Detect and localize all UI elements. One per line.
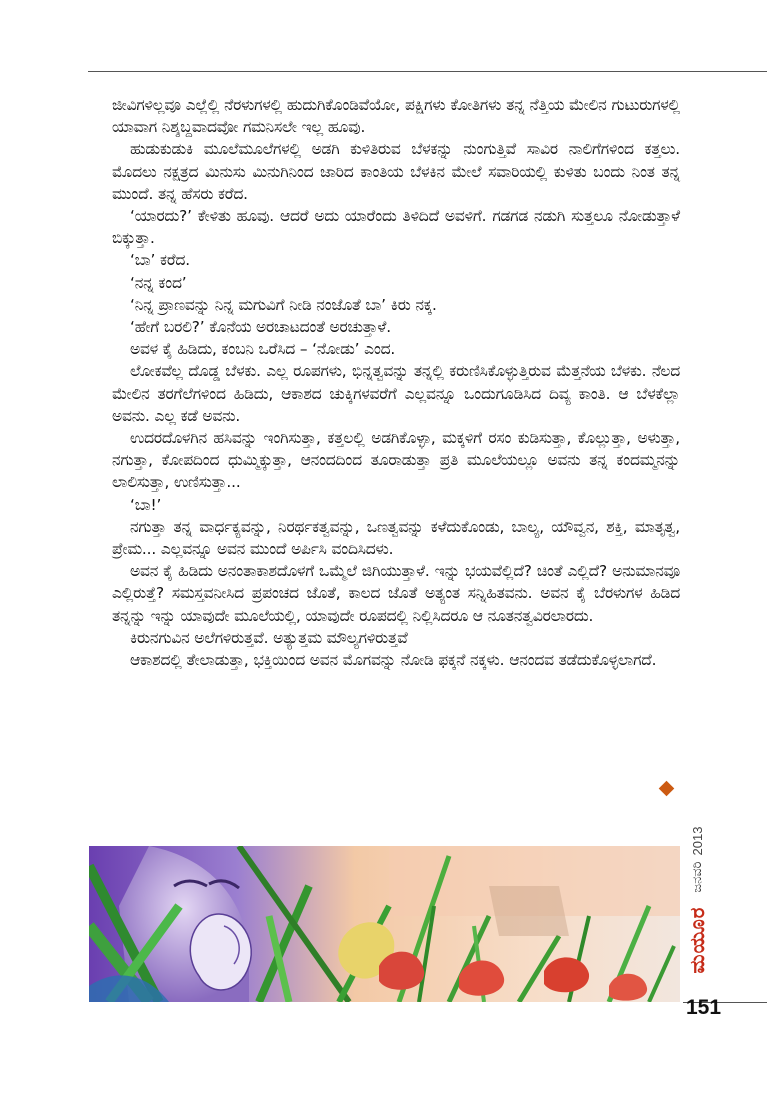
end-mark-icon	[659, 781, 675, 797]
paragraph: ಲೋಕವೆಲ್ಲ ದೊಡ್ಡ ಬೆಳಕು. ಎಲ್ಲ ರೂಪಗಳು, ಭಿನ್ನತ್ವವನ್ನು ತನ್ನಲ್ಲಿ ಕರುಣಿಸಿಕೊಳ್ಳುತ್ತಿರುವ ಮೆತ್ತನೆಯ ಬೆಳಕು. ನೆಲದ ಮೇಲಿನ ತರಗೆಲೆಗಳಿಂದ ಹಿಡಿದು, ಆಕಾಶದ ಚುಕ್ಕಿಗಳವರೆಗೆ ಎಲ್ಲವನ್ನೂ ಒಂದುಗೂಡಿಸಿದ ದಿವ್ಯ ಕಾಂತಿ. ಆ ಬೆಳಕೆಲ್ಲಾ ಅವನು. ಎಲ್ಲ ಕಡೆ ಅವನು.	[112, 362, 680, 425]
paragraph: ಆಕಾಶದಲ್ಲಿ ತೇಲಾಡುತ್ತಾ, ಭಕ್ತಿಯಿಂದ ಅವನ ಮೊಗವನ್ನು ನೋಡಿ ಫಕ್ಕನೆ ನಕ್ಕಳು. ಆನಂದವ ತಡೆದುಕೊಳ್ಳಲಾಗದೆ.	[130, 651, 657, 670]
paragraph: ‘ನನ್ನ ಕಂದ’	[130, 273, 187, 292]
paragraph: ಕಿರುನಗುವಿನ ಅಲೆಗಳಿರುತ್ತವೆ. ಅತ್ಯುತ್ತಮ ಮೌಲ್ಯಗಳಿರುತ್ತವೆ	[130, 628, 408, 647]
issue-sidebar-text	[685, 827, 709, 974]
issue-sidebar	[683, 800, 711, 1000]
paragraph: ಹುಡುಕುಡುಕಿ ಮೂಲೆಮೂಲೆಗಳಲ್ಲಿ ಅಡಗಿ ಕುಳಿತಿರುವ ಬೆಳಕನ್ನು ನುಂಗುತ್ತಿವೆ ಸಾವಿರ ನಾಲಿಗೆಗಳಿಂದ ಕತ್ತಲು. ಮೊದಲು ನಕ್ಷತ್ರದ ಮಿನುಸು ಮಿನುಗಿನಿಂದ ಜಾರಿದ ಕಾಂತಿಯ ಬೆಳಕಿನ ಮೇಲೆ ಸವಾರಿಯಲ್ಲಿ ಕುಳಿತು ಬಂದು ನಿಂತ ತನ್ನ ಮುಂದೆ. ತನ್ನ ಹೆಸರು ಕರೆದ.	[112, 140, 680, 203]
issue-year: 2013	[689, 826, 705, 856]
issue-month: ಜನವರಿ	[689, 861, 705, 893]
magazine-name: ಮಯೂರ	[685, 906, 709, 974]
paragraph: ಉದರದೊಳಗಿನ ಹಸಿವನ್ನು ಇಂಗಿಸುತ್ತಾ, ಕತ್ತಲಲ್ಲಿ ಅಡಗಿಕೊಳ್ಳಾ, ಮಕ್ಕಳಿಗೆ ರಸಂ ಕುಡಿಸುತ್ತಾ, ಕೊಲ್ಲುತ್ತಾ, ಅಳುತ್ತಾ, ನಗುತ್ತಾ, ಕೋಪದಿಂದ ಧುಮ್ಮಿಕ್ಕುತ್ತಾ, ಆನಂದದಿಂದ ತೂರಾಡುತ್ತಾ ಪ್ರತಿ ಮೂಲೆಯಲ್ಲೂ ಅವನು ತನ್ನ ಕಂದಮ್ಮನನ್ನು ಲಾಲಿಸುತ್ತಾ, ಉಣಿಸುತ್ತಾ...	[112, 429, 680, 492]
paragraph: ನಗುತ್ತಾ ತನ್ನ ವಾರ್ಧಕ್ಯವನ್ನು, ನಿರರ್ಥಕತ್ವವನ್ನು, ಒಣತ್ವವನ್ನು ಕಳೆದುಕೊಂಡು, ಬಾಲ್ಯ, ಯೌವ್ವನ, ಶಕ್ತಿ, ಮಾತೃತ್ವ, ಪ್ರೇಮ... ಎಲ್ಲವನ್ನೂ ಅವನ ಮುಂದೆ ಅರ್ಪಿಸಿ ವಂದಿಸಿದಳು.	[112, 517, 680, 559]
paragraph: ‘ಯಾರದು?’ ಕೇಳಿತು ಹೂವು. ಆದರೆ ಅದು ಯಾರೆಂದು ತಿಳಿದಿದೆ ಅವಳಿಗೆ. ಗಡಗಡ ನಡುಗಿ ಸುತ್ತಲೂ ನೋಡುತ್ತಾಳೆ ಬಿಕ್ಕುತ್ತಾ.	[112, 207, 680, 248]
paragraph: ‘ಬಾ!’	[130, 495, 162, 514]
page-number: 151	[686, 996, 722, 1019]
paragraph: ‘ಹೇಗೆ ಬರಲಿ?’ ಕೊನೆಯ ಅರಚಾಟದಂತೆ ಅರಚುತ್ತಾಳೆ.	[130, 318, 392, 337]
paragraph: ‘ನಿನ್ನ ಪ್ರಾಣವನ್ನು ನಿನ್ನ ಮಗುವಿಗೆ ನೀಡಿ ನಂಜೊತೆ ಬಾ’ ಕಿರು ನಕ್ಕ.	[130, 295, 437, 314]
paragraph: ‘ಬಾ’ ಕರೆದ.	[130, 251, 190, 270]
paragraph: ಅವಳ ಕೈ ಹಿಡಿದು, ಕಂಬನಿ ಒರೆಸಿದ – ‘ನೋಡು’ ಎಂದ.	[130, 340, 396, 359]
header-rule	[88, 71, 767, 72]
paragraph: ಜೀವಿಗಳಿಲ್ಲವೂ ಎಲ್ಲೆಲ್ಲಿ ನೆರಳುಗಳಲ್ಲಿ ಹುದುಗಿಕೊಂಡಿವೆಯೋ, ಪಕ್ಷಿಗಳು ಕೋತಿಗಳು ತನ್ನ ನೆತ್ತಿಯ ಮೇಲಿನ ಗುಟುರುಗಳಲ್ಲಿ ಯಾವಾಗ ನಿಶ್ಶಬ್ದವಾದವೋ ಗಮನಿಸಲೇ ಇಲ್ಲ ಹೂವು.	[112, 96, 680, 137]
story-illustration	[89, 846, 680, 1002]
article-body	[112, 94, 680, 671]
paragraph: ಅವನ ಕೈ ಹಿಡಿದು ಅನಂತಾಕಾಶದೊಳಗೆ ಒಮ್ಮೆಲೆ ಜಿಗಿಯುತ್ತಾಳೆ. ಇನ್ನು ಭಯವೆಲ್ಲಿದೆ? ಚಿಂತೆ ಎಲ್ಲಿದೆ? ಅನುಮಾನವೂ ಎಲ್ಲಿರುತ್ತೆ? ಸಮಸ್ತವನೀಸಿದ ಪ್ರಪಂಚದ ಜೊತೆ, ಕಾಲದ ಜೊತೆ ಅತ್ಯಂತ ಸನ್ನಿಹಿತವನು. ಅವನ ಕೈ ಬೆರಳುಗಳ ಹಿಡಿದ ತನ್ನನ್ನು ಇನ್ನು ಯಾವುದೇ ಮೂಲೆಯಲ್ಲಿ, ಯಾವುದೇ ರೂಪದಲ್ಲಿ ನಿಲ್ಲಿಸಿದರೂ ಆ ನೂತನತ್ವವಿರಲಾರದು.	[112, 562, 680, 625]
